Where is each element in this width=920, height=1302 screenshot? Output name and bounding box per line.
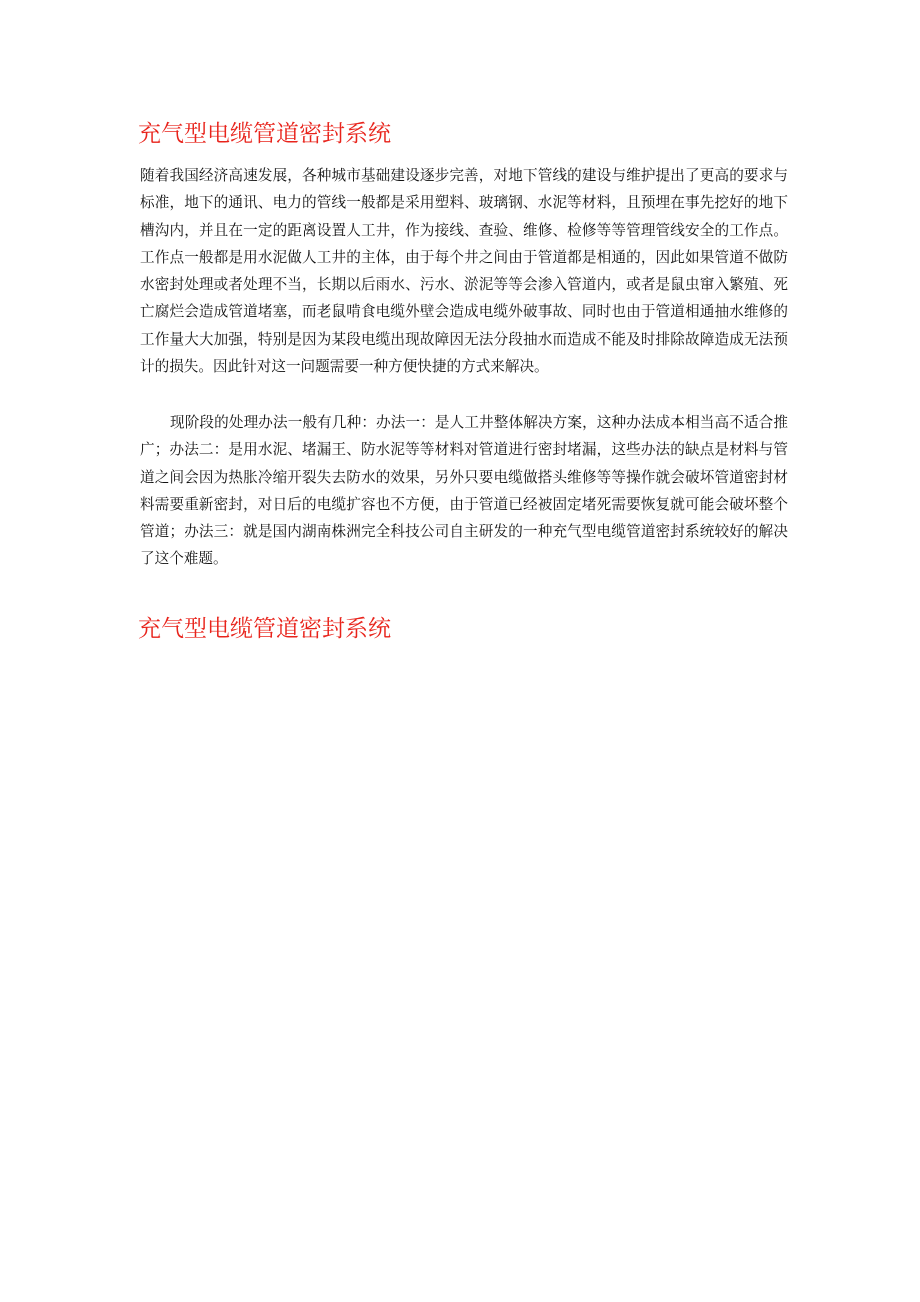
- body-paragraph: 现阶段的处理办法一般有几种：办法一：是人工井整体解决方案，这种办法成本相当高不适合推广；办法二：是用水泥、堵漏王、防水泥等等材料对管道进行密封堵漏，这些办法的缺点是材料与管道之间会因为热胀冷缩开裂失去防水的效果，另外只要电缆做搭头维修等等操作就会破坏管道密封材料需要重新密封，对日后的电缆扩容也不方便，由于管道已经被固定堵死需要恢复就可能会破坏整个管道；办法三：就是国内湖南株洲完全科技公司自主研发的一种充气型电缆管道密封系统较好的解决了这个难题。: [140, 414, 788, 568]
- section-title: 充气型电缆管道密封系统: [138, 121, 391, 147]
- body-paragraph: 随着我国经济高速发展，各种城市基础建设逐步完善，对地下管线的建设与维护提出了更高的要求与标准，地下的通讯、电力的管线一般都是采用塑料、玻璃钢、水泥等材料，且预埋在事先挖好的地下槽沟内，并且在一定的距离设置人工井，作为接线、查验、维修、检修等等管理管线安全的工作点。工作点一般都是用水泥做人工井的主体，由于每个井之间由于管道都是相通的，因此如果管道不做防水密封处理或者处理不当，长期以后雨水、污水、淤泥等等会渗入管道内，或者是鼠虫窜入繁殖、死亡腐烂会造成管道堵塞，而老鼠啃食电缆外壁会造成电缆外破事故、同时也由于管道相通抽水维修的工作量大大加强，特别是因为某段电缆出现故障因无法分段抽水而造成不能及时排除故障造成无法预计的损失。因此针对这一问题需要一种方便快捷的方式来解决。: [140, 167, 788, 376]
- section-title: 充气型电缆管道密封系统: [138, 616, 391, 642]
